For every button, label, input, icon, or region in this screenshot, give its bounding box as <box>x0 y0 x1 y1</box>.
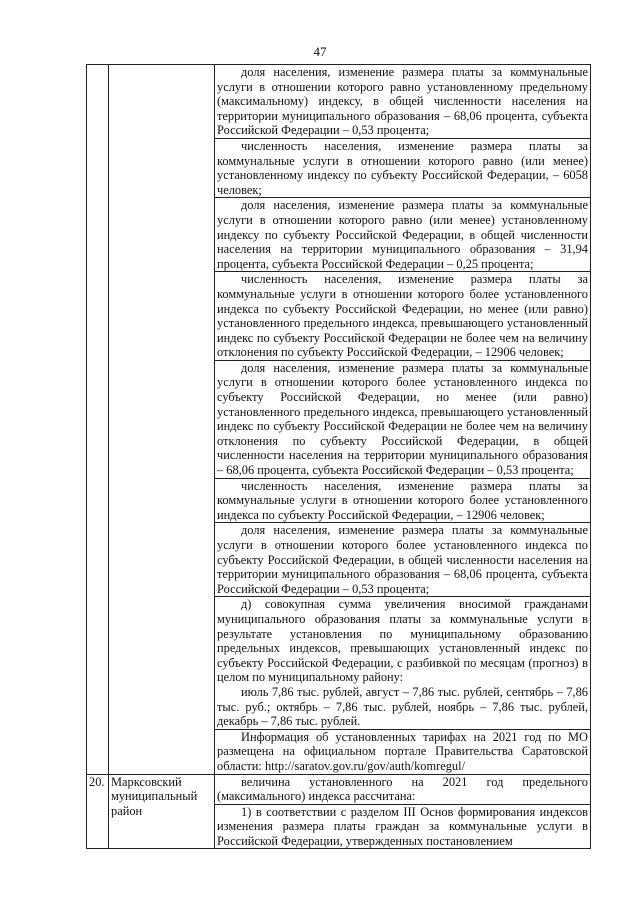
paragraph: численность населения, изменение размера платы за коммунальные услуги в отношении которого более установленного индекса по субъекту Российской Федерации, но менее (или равно) установленного предельного индекса, превышающего установленный индекс по субъекту Российской Федерации не более чем на величину отклонения по субъекту Российской Федерации, – 12906 человек; <box>217 272 588 360</box>
paragraph: доля населения, изменение размера платы за коммунальные услуги в отношении которого более установленного индекса по субъекту Российской Федерации, в общей численности населения на территории муниципального образования – 68,06 процента, субъекта Российской Федерации – 0,53 процента; <box>217 523 588 596</box>
paragraph: доля населения, изменение размера платы за коммунальные услуги в отношении которого более установленного индекса по субъекту Российской Федерации, но менее (или равно) установленного предельного индекса, превышающего установленный индекс по субъекту Российской Федерации не более чем на величину отклонения по субъекту Российской Федерации, в общей численности населения на территории муниципального образования – 68,06 процента, субъекта Российской Федерации – 0,53 процента; <box>217 360 588 478</box>
table-row <box>87 65 591 775</box>
paragraph: доля населения, изменение размера платы за коммунальные услуги в отношении которого равно (или менее) установленному индексу по субъекту Российской Федерации, в общей численности населения на территории муниципального образования – 31,94 процента, субъекта Российской Федерации – 0,25 процента; <box>217 198 588 271</box>
municipal-table <box>86 64 591 849</box>
paragraph: численность населения, изменение размера платы за коммунальные услуги в отношении которого более установленного индекса по субъекту Российской Федерации, – 12906 человек; <box>217 478 588 522</box>
paragraph: доля населения, изменение размера платы за коммунальные услуги в отношении которого равно установленному предельному (максимальному) индексу, в общей численности населения на территории муниципального образования – 68,06 процента, субъекта Российской Федерации – 0,53 процента; <box>217 65 588 138</box>
municipality-name <box>109 65 215 775</box>
municipality-name: Марксовский муниципальный район <box>109 774 215 849</box>
paragraph: Информация об установленных тарифах на 2021 год по МО размещена на официальном портале Правительства Саратовской области: http://saratov.gov.ru/gov/auth/komregul/ <box>217 729 588 773</box>
table-row <box>87 774 591 849</box>
paragraph: д) совокупная сумма увеличения вносимой гражданами муниципального образования платы за коммунальные услуги в результате установления по муниципальному образованию предельных индексов, превышающих установленный индекс по субъекту Российской Федерации, с разбивкой по месяцам (прогноз) в целом по муниципальному району: <box>217 597 588 685</box>
row-content <box>215 774 591 849</box>
paragraph: 1) в соответствии с разделом III Основ формирования индексов изменения размера платы граждан за коммунальные услуги в Российской Федерации, утвержденных постановлением <box>217 804 588 848</box>
page-number: 47 <box>313 44 327 59</box>
row-number <box>87 65 109 775</box>
paragraph: июль 7,86 тыс. рублей, август – 7,86 тыс. рублей, сентябрь – 7,86 тыс. руб.; октябрь – 7,86 тыс. рублей, ноябрь – 7,86 тыс. рублей, декабрь – 7,86 тыс. рублей. <box>217 684 588 729</box>
paragraph: численность населения, изменение размера платы за коммунальные услуги в отношении которого равно (или менее) установленному индексу по субъекту Российской Федерации, – 6058 человек; <box>217 138 588 197</box>
row-number: 20. <box>87 774 109 849</box>
row-content <box>215 65 591 775</box>
paragraph: величина установленного на 2021 год предельного (максимального) индекса рассчитана: <box>217 774 588 804</box>
